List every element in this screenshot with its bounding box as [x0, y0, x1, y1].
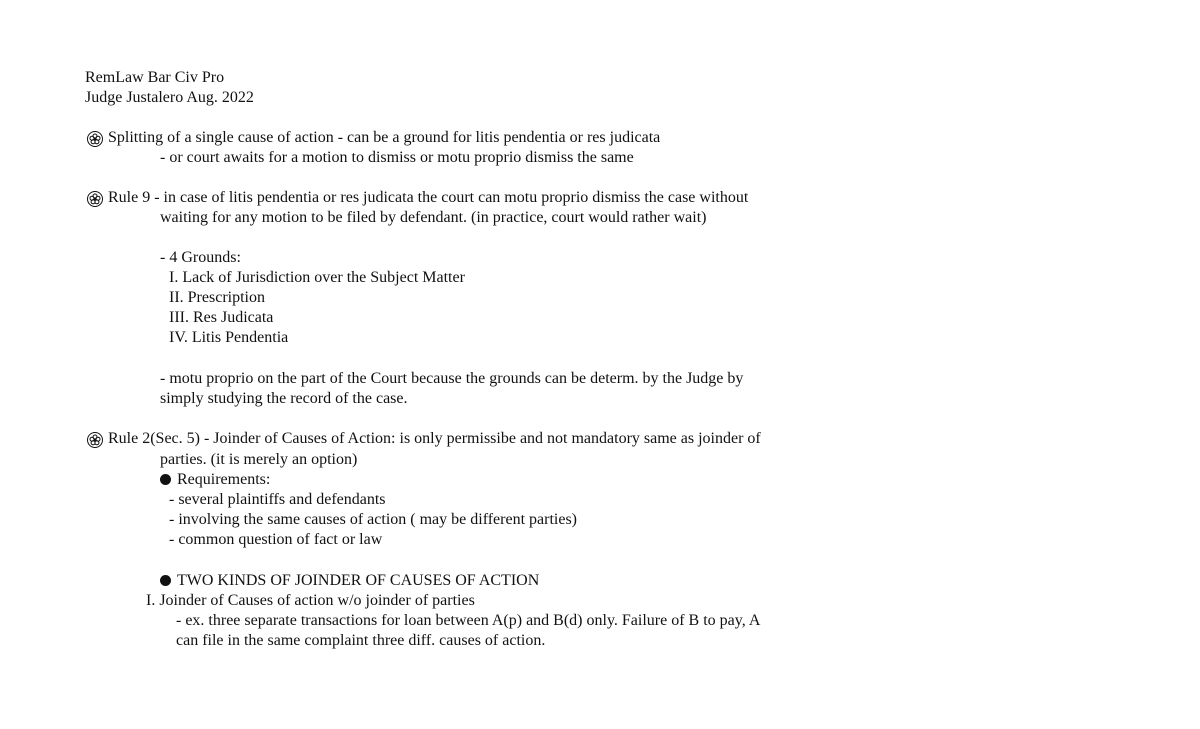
requirements-title: Requirements: [177, 471, 271, 488]
section1-line1: Splitting of a single cause of action - can be a ground for litis pendentia or res judicata [108, 129, 661, 146]
section3-line1: Rule 2(Sec. 5) - Joinder of Causes of Action: is only permissibe and not mandatory same as joinder of [108, 430, 761, 447]
requirement-item: - common question of fact or law [169, 531, 383, 548]
ground-item: I. Lack of Jurisdiction over the Subject Matter [169, 269, 465, 286]
ground-item: IV. Litis Pendentia [169, 329, 289, 346]
header-title: RemLaw Bar Civ Pro [85, 69, 225, 86]
kind-example-line1: - ex. three separate transactions for loan between A(p) and B(d) only. Failure of B to pay, A [176, 612, 761, 629]
flower-icon [87, 432, 103, 448]
black-dot-icon [160, 474, 171, 485]
requirement-item: - involving the same causes of action ( may be different parties) [169, 511, 578, 528]
section2-note-line1: - motu proprio on the part of the Court because the grounds can be determ. by the Judge by [160, 370, 744, 387]
section2-line2: waiting for any motion to be filed by defendant. (in practice, court would rather wait) [160, 209, 707, 226]
header-subtitle: Judge Justalero Aug. 2022 [85, 89, 254, 106]
grounds-title: - 4 Grounds: [160, 249, 241, 266]
section2-note-line2: simply studying the record of the case. [160, 390, 408, 407]
flower-icon [87, 191, 103, 207]
kind-item: I. Joinder of Causes of action w/o joinder of parties [146, 592, 475, 609]
section3-line2: parties. (it is merely an option) [160, 451, 358, 468]
ground-item: II. Prescription [169, 289, 265, 306]
kinds-heading [160, 571, 539, 591]
kinds-title: TWO KINDS OF JOINDER OF CAUSES OF ACTION [177, 572, 540, 589]
ground-item: III. Res Judicata [169, 309, 274, 326]
section1-line2: - or court awaits for a motion to dismiss or motu proprio dismiss the same [160, 149, 634, 166]
flower-icon [87, 131, 103, 147]
requirements-heading [160, 470, 270, 490]
requirement-item: - several plaintiffs and defendants [169, 491, 386, 508]
kind-example-line2: can file in the same complaint three diff. causes of action. [176, 632, 546, 649]
black-dot-icon [160, 575, 171, 586]
section2-line1: Rule 9 - in case of litis pendentia or res judicata the court can motu proprio dismiss the case without [108, 189, 749, 206]
